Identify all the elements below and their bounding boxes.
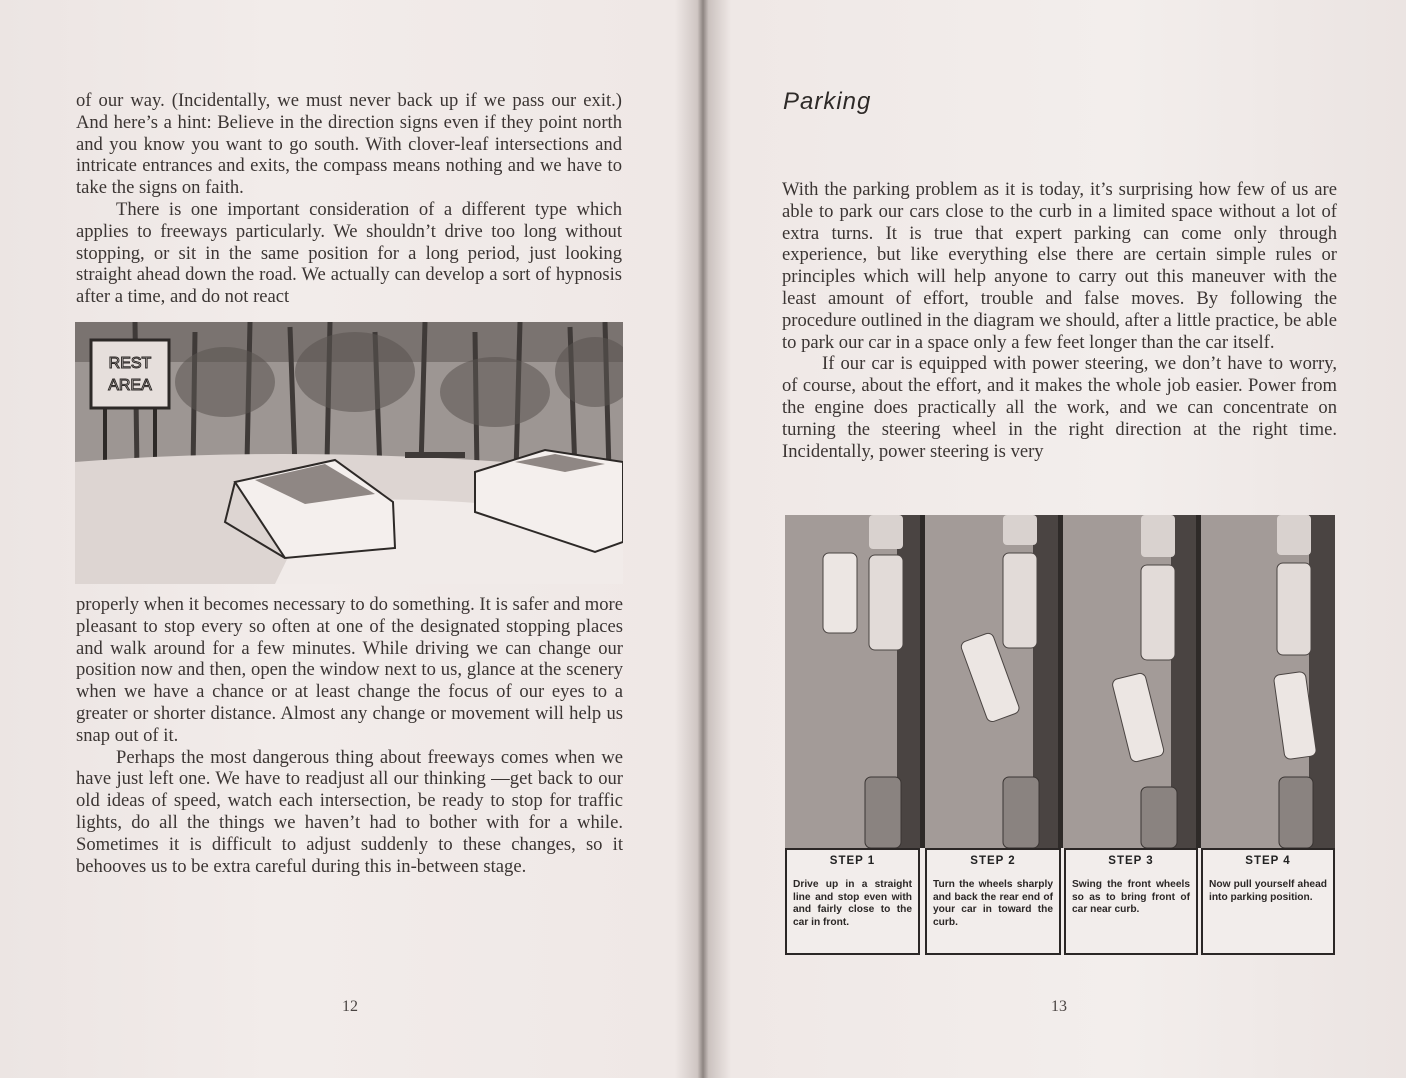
right-page: [703, 0, 1406, 1078]
rest-area-illustration: [75, 322, 623, 584]
step-3-photo: [1063, 515, 1196, 848]
paragraph: There is one important consideration of a different type which applies to freeways particularly. We shouldn’t drive too long without stopping, or sit in the same position for a long period, just looking straight ahead down the road. We actually can develop a sort of hypnosis after a time, and do not react: [76, 198, 622, 308]
sign-text-area: AREA: [108, 377, 152, 394]
paragraph: Perhaps the most dangerous thing about freeways comes when we have just left one. We have to readjust all our thinking —get back to our old ideas of speed, watch each intersection, be ready to stop for traffic lights, do all the things we haven’t had to bother with for a while. Sometimes it is difficult to adjust suddenly to these changes, so it behooves us to be extra careful during this in-between stage.: [76, 746, 623, 877]
right-text: [782, 179, 1337, 462]
step-4-photo: [1201, 515, 1335, 848]
parking-photo-panels: [785, 515, 1335, 848]
step-text: Swing the front wheels so as to bring front of car near curb.: [1072, 879, 1190, 916]
step-1-box: [785, 848, 920, 955]
step-text: Now pull yourself ahead into parking position.: [1209, 879, 1327, 903]
step-2-box: [925, 848, 1061, 955]
step-title: STEP 2: [970, 855, 1016, 867]
step-text: Turn the wheels sharply and back the rear end of your car in toward the curb.: [933, 879, 1053, 928]
left-text-bottom: [76, 594, 623, 877]
step-3-box: [1064, 848, 1198, 955]
sign-text-rest: REST: [108, 355, 152, 372]
step-title: STEP 4: [1245, 855, 1291, 867]
step-1-photo: [785, 515, 920, 848]
paragraph: If our car is equipped with power steering, we don’t have to worry, of course, about the effort, and it makes the whole job easier. Power from the engine does practically all the work, and we can concentrate on turning the steering wheel in the right direction at the right time. Incidentally, power steering is very: [782, 353, 1337, 462]
step-4-box: [1201, 848, 1335, 955]
step-title: STEP 3: [1108, 855, 1154, 867]
paragraph: of our way. (Incidentally, we must never back up if we pass our exit.) And here’s a hint: Believe in the direction signs even if they point north and you know you want to go south. With clover-leaf intersections and intricate entrances and exits, the compass means nothing and we have to take the signs on faith.: [76, 90, 622, 199]
left-page: [0, 0, 700, 1078]
paragraph: With the parking problem as it is today, it’s surprising how few of us are able to park our cars close to the curb in a limited space without a lot of extra turns. It is true that expert parking can come only through experience, but like everything else there are certain simple rules or principles which will help anyone to carry out this maneuver with the least amount of effort, trouble and false moves. By following the procedure outlined in the diagram we should, after a little practice, be able to park our car in a space only a few feet longer than the car itself.: [782, 179, 1337, 353]
section-heading: Parking: [783, 88, 872, 115]
page-number: 12: [342, 998, 358, 1015]
left-text-top: [76, 90, 622, 308]
step-2-photo: [925, 515, 1058, 848]
step-text: Drive up in a straight line and stop even with and fairly close to the car in front.: [793, 879, 912, 928]
step-title: STEP 1: [829, 855, 876, 867]
parking-diagram: [785, 515, 1335, 955]
page-number: 13: [1051, 998, 1067, 1015]
paragraph: properly when it becomes necessary to do something. It is safer and more pleasant to stop every so often at one of the designated stopping places and walk around for a few minutes. While driving we can change our position now and then, open the window next to us, glance at the scenery when we have a chance or at least change the focus of our eyes to a greater or shorter distance. Almost any change or movement will help us snap out of it.: [76, 594, 623, 746]
